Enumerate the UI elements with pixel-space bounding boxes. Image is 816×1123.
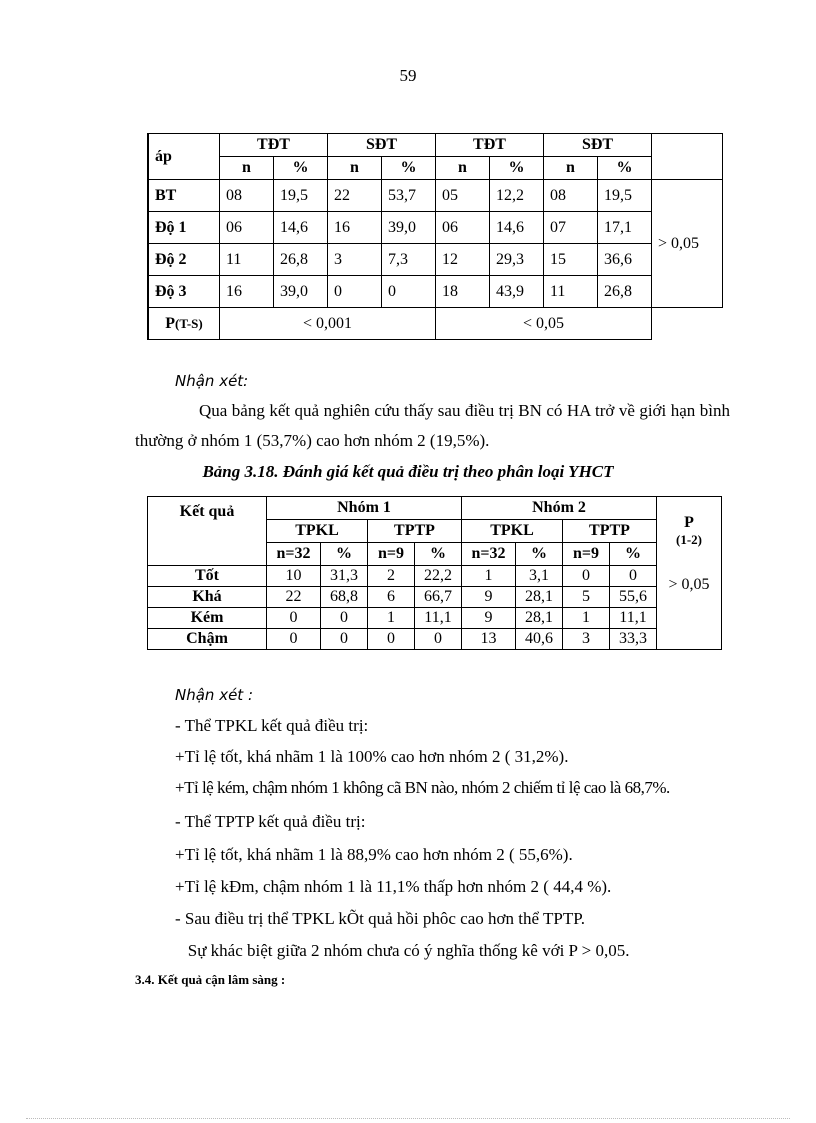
cell: 22	[267, 587, 321, 608]
remark-line: +Tỉ lệ tốt, khá nhãm 1 là 88,9% cao hơn nhóm 2 ( 55,6%).	[175, 845, 573, 864]
cell: 14,6	[490, 212, 544, 244]
subgroup-header: TPTP	[563, 520, 657, 543]
remark-line: - Thể TPKL kết quả điều trị:	[175, 716, 369, 735]
cell: 16	[328, 212, 382, 244]
cell: 26,8	[598, 276, 652, 308]
remark-line: - Sau điều trị thể TPKL kÕt quả hồi phôc cao hơn thể TPTP.	[175, 909, 586, 928]
cell: 9	[462, 608, 516, 629]
row-label: Độ 1	[148, 212, 220, 244]
subheader: n=32	[267, 543, 321, 566]
cell: 06	[436, 212, 490, 244]
row-label: Độ 3	[148, 276, 220, 308]
cell: 22	[328, 180, 382, 212]
cell: 13	[462, 629, 516, 650]
page-number: 59	[399, 66, 417, 85]
cell: 0	[610, 566, 657, 587]
cell: 5	[563, 587, 610, 608]
row-label: Tốt	[148, 566, 267, 587]
cell: 2	[368, 566, 415, 587]
header-label: áp	[148, 134, 220, 180]
table-row	[148, 276, 723, 308]
cell: 33,3	[610, 629, 657, 650]
row-label: BT	[148, 180, 220, 212]
table-row	[148, 180, 723, 212]
p-row	[148, 308, 723, 340]
p-row-value: < 0,05	[436, 308, 652, 340]
cell: 0	[415, 629, 462, 650]
cell: 05	[436, 180, 490, 212]
cell: 3,1	[516, 566, 563, 587]
cell: 19,5	[274, 180, 328, 212]
subgroup-header: TPKL	[462, 520, 563, 543]
cell: 28,1	[516, 587, 563, 608]
cell: 11	[544, 276, 598, 308]
cell: 0	[321, 608, 368, 629]
row-label: Chậm	[148, 629, 267, 650]
cell: 55,6	[610, 587, 657, 608]
subheader: %	[415, 543, 462, 566]
subheader: %	[598, 157, 652, 180]
table-row	[148, 629, 722, 650]
cell: 1	[368, 608, 415, 629]
subgroup-header: TPKL	[267, 520, 368, 543]
table-title: Bảng 3.18. Đánh giá kết quả điều trị theo phân loại YHCT	[202, 462, 614, 481]
cell: 0	[321, 629, 368, 650]
table-row	[148, 587, 722, 608]
table-row	[148, 566, 722, 587]
remark-label: Nhận xét :	[175, 686, 254, 704]
cell: 22,2	[415, 566, 462, 587]
subheader: %	[274, 157, 328, 180]
cell: 0	[267, 629, 321, 650]
group-header: SĐT	[328, 134, 436, 157]
cell: 1	[462, 566, 516, 587]
cell: 43,9	[490, 276, 544, 308]
p-row-value: < 0,001	[220, 308, 436, 340]
cell: 26,8	[274, 244, 328, 276]
row-label: Khá	[148, 587, 267, 608]
subheader: %	[321, 543, 368, 566]
remark-line: +Tỉ lệ tốt, khá nhãm 1 là 100% cao hơn nhóm 2 ( 31,2%).	[175, 747, 569, 766]
cell: 10	[267, 566, 321, 587]
cell: 3	[328, 244, 382, 276]
cell: 12,2	[490, 180, 544, 212]
group-header: SĐT	[544, 134, 652, 157]
subheader: n	[544, 157, 598, 180]
cell: 40,6	[516, 629, 563, 650]
cell: 17,1	[598, 212, 652, 244]
subheader: %	[516, 543, 563, 566]
subheader: n=9	[563, 543, 610, 566]
p-header: P (1-2)	[657, 497, 722, 566]
row-label: Kém	[148, 608, 267, 629]
p-row-label: P(T-S)	[148, 308, 220, 340]
table-row	[148, 244, 723, 276]
cell: 07	[544, 212, 598, 244]
group-header: Nhóm 1	[267, 497, 462, 520]
cell: 36,6	[598, 244, 652, 276]
cell: 68,8	[321, 587, 368, 608]
group-header: Nhóm 2	[462, 497, 657, 520]
subheader: %	[610, 543, 657, 566]
cell: 08	[220, 180, 274, 212]
subheader: n	[328, 157, 382, 180]
cell: 08	[544, 180, 598, 212]
page-bottom-divider	[26, 1118, 790, 1119]
cell: 28,1	[516, 608, 563, 629]
p-value-cell: > 0,05	[652, 180, 723, 308]
cell: 53,7	[382, 180, 436, 212]
subgroup-header: TPTP	[368, 520, 462, 543]
cell: 7,3	[382, 244, 436, 276]
cell: 06	[220, 212, 274, 244]
cell: 0	[328, 276, 382, 308]
subheader: n	[220, 157, 274, 180]
remark-line: +Tỉ lệ kÐm, chậm nhóm 1 là 11,1% thấp hơn nhóm 2 ( 44,4 %).	[175, 877, 612, 896]
table-row	[148, 608, 722, 629]
cell: 1	[563, 608, 610, 629]
cell: 6	[368, 587, 415, 608]
cell: 39,0	[274, 276, 328, 308]
yhct-results-table	[147, 496, 722, 650]
remark-line: - Thể TPTP kết quả điều trị:	[175, 812, 366, 831]
cell: 31,3	[321, 566, 368, 587]
group-header: TĐT	[220, 134, 328, 157]
table-row	[148, 212, 723, 244]
remark-line: +Tỉ lệ kém, chậm nhóm 1 không cã BN nào, nhóm 2 chiếm tỉ lệ cao là 68,7%.	[175, 778, 670, 797]
remark-label: Nhận xét:	[175, 372, 249, 390]
remark-line: Sự khác biệt giữa 2 nhóm chưa có ý nghĩa thống kê với P > 0,05.	[175, 941, 630, 960]
subheader: n	[436, 157, 490, 180]
cell: 9	[462, 587, 516, 608]
section-heading: 3.4. Kết quả cận lâm sàng :	[135, 972, 286, 987]
cell: 11,1	[610, 608, 657, 629]
subheader: %	[382, 157, 436, 180]
cell: 14,6	[274, 212, 328, 244]
cell: 0	[368, 629, 415, 650]
cell: 11	[220, 244, 274, 276]
cell: 18	[436, 276, 490, 308]
subheader: %	[490, 157, 544, 180]
cell: 29,3	[490, 244, 544, 276]
cell: 39,0	[382, 212, 436, 244]
cell: 16	[220, 276, 274, 308]
cell: 0	[267, 608, 321, 629]
cell: 15	[544, 244, 598, 276]
cell: 0	[563, 566, 610, 587]
cell: 12	[436, 244, 490, 276]
cell: 66,7	[415, 587, 462, 608]
p-value-cell: > 0,05	[657, 566, 722, 650]
cell: 0	[382, 276, 436, 308]
header-label: Kết quả	[148, 497, 267, 566]
blood-pressure-table	[147, 133, 723, 340]
row-label: Độ 2	[148, 244, 220, 276]
cell: 3	[563, 629, 610, 650]
group-header: TĐT	[436, 134, 544, 157]
subheader: n=9	[368, 543, 415, 566]
cell: 19,5	[598, 180, 652, 212]
remark-paragraph: Qua bảng kết quả nghiên cứu thấy sau điều trị BN có HA trở về giới hạn bình thường ở nhóm 1 (53,7%) cao hơn nhóm 2 (19,5%).	[135, 401, 730, 450]
cell: 11,1	[415, 608, 462, 629]
subheader: n=32	[462, 543, 516, 566]
